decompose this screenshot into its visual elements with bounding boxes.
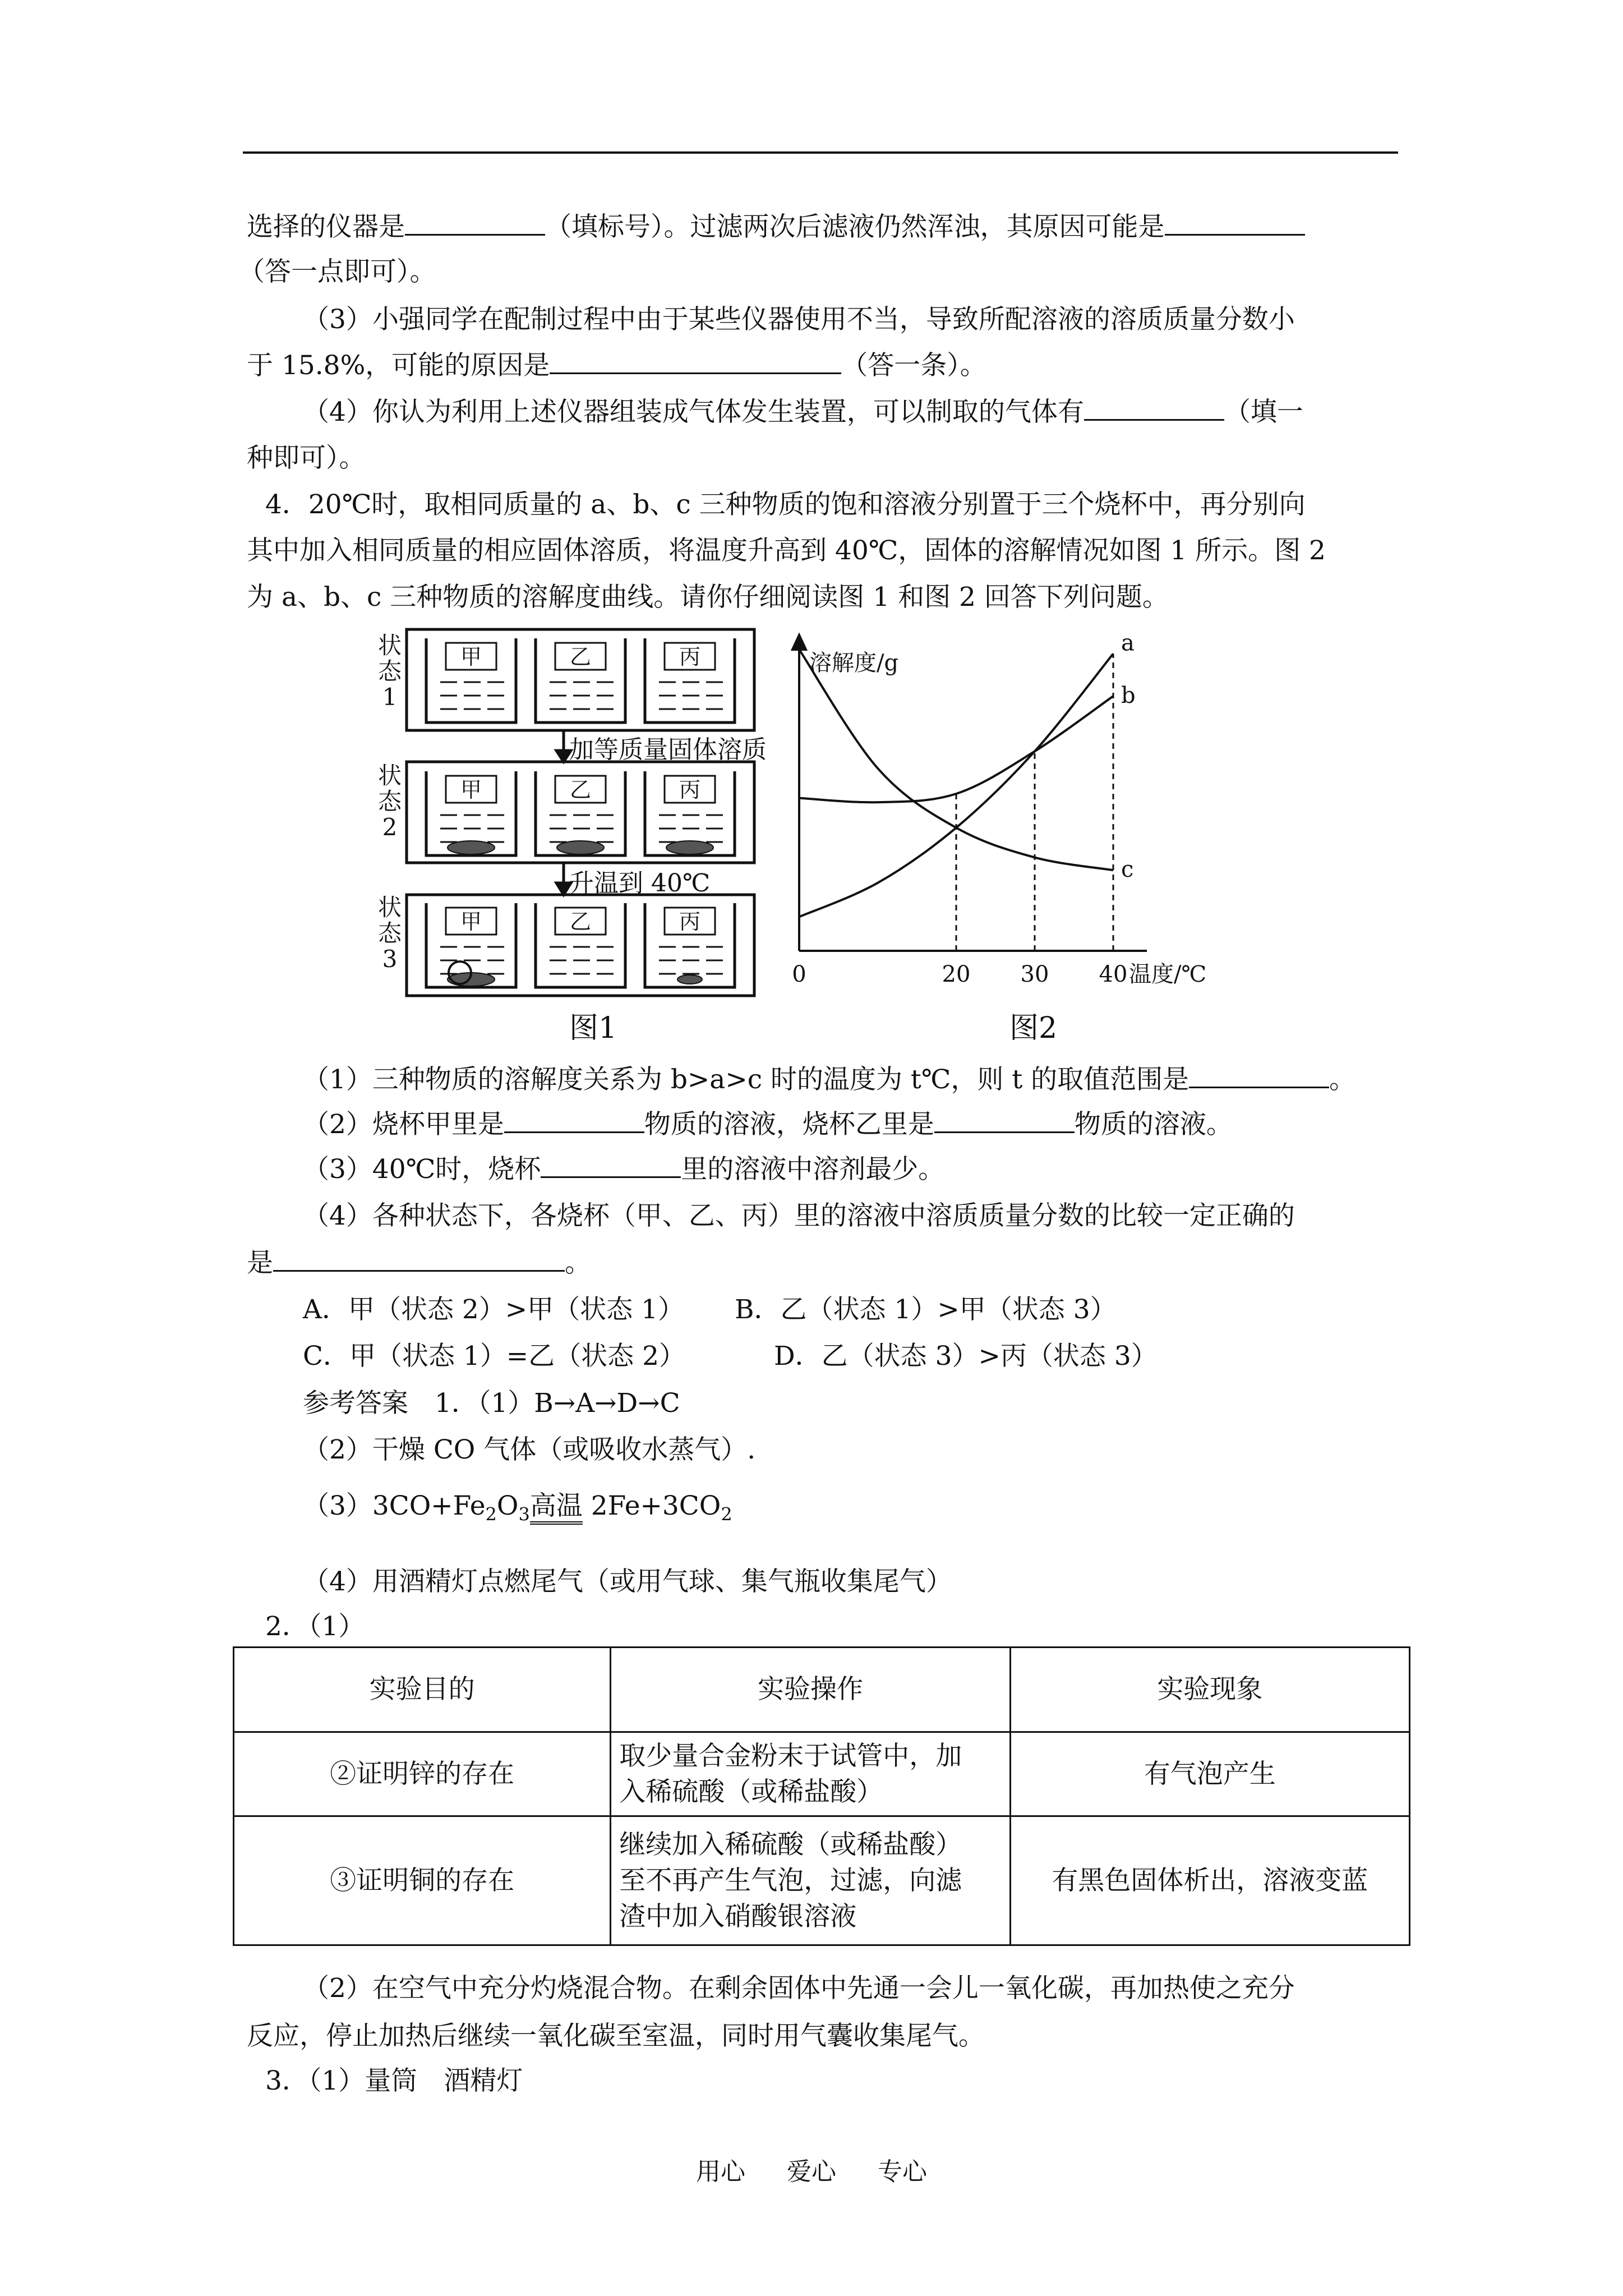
text-line: 是 。 [247, 1241, 591, 1286]
answer-blank [1189, 1057, 1329, 1088]
beaker-label: 甲 [460, 777, 482, 802]
beaker-label: 甲 [460, 645, 482, 669]
table-row [234, 1732, 1410, 1816]
answer-blank [541, 1147, 681, 1178]
text-line: （答一点即可）。 [238, 256, 436, 287]
answer-blank [1165, 205, 1305, 236]
text-line: （4）你认为利用上述仪器组装成气体发生装置，可以制取的气体有 （填一 [303, 390, 1303, 435]
answer-blank [1084, 390, 1224, 421]
state-label: 状 态 3 [377, 894, 402, 973]
series-label-b: b [1121, 682, 1136, 708]
option-d: D．乙（状态 3）>丙（状态 3） [774, 1341, 1158, 1372]
text-line: 选择的仪器是 （填标号）。过滤两次后滤液仍然浑浊，其原因可能是 [247, 205, 1305, 250]
state-label: 状 态 1 [377, 632, 402, 711]
text-line: 于 15.8%，可能的原因是 （答一条）。 [247, 343, 986, 388]
state-label: 状 态 2 [377, 762, 402, 841]
table-cell: 有黑色固体析出，溶液变蓝 [1010, 1816, 1409, 1945]
y-axis-arrow [792, 635, 806, 650]
text-line: 其中加入相同质量的相应固体溶质，将温度升高到 40℃，固体的溶解情况如图 1 所示。图 2 [247, 535, 1326, 566]
x-tick-label: 40 [1099, 961, 1128, 987]
option-b: B．乙（状态 1）>甲（状态 3） [735, 1294, 1117, 1325]
answer-blank [504, 1102, 644, 1133]
x-axis-label: 温度/℃ [1129, 961, 1207, 987]
option-a: A．甲（状态 2）>甲（状态 1） [303, 1294, 685, 1325]
table-cell: 继续加入稀硫酸（或稀盐酸） 至不再产生气泡，过滤，向滤 渣中加入硝酸银溶液 [611, 1816, 1010, 1945]
option-c: C．甲（状态 1）=乙（状态 2） [303, 1341, 686, 1372]
answer-blank [273, 1241, 565, 1272]
beaker-label: 乙 [569, 909, 592, 934]
answer-line: （4）用酒精灯点燃尾气（或用气球、集气瓶收集尾气） [303, 1566, 952, 1597]
table-header: 实验现象 [1010, 1648, 1409, 1732]
answer-line: $(3)3CO+Fe_2O_3$高温 $2Fe+3CO_2$ [303, 1490, 732, 1525]
page-footer: 用心 爱心 专心 [696, 2157, 927, 2186]
fig1-caption: 图1 [569, 1011, 617, 1045]
beaker-label: 丙 [679, 645, 701, 669]
solubility-chart [768, 623, 1207, 1004]
answer-line: 2．（1） [265, 1611, 365, 1642]
text-line: 4．20℃时，取相同质量的 a、b、c 三种物质的饱和溶液分别置于三个烧杯中，再分别向 [265, 489, 1306, 520]
table-cell: 有气泡产生 [1010, 1732, 1409, 1816]
table-header: 实验操作 [611, 1648, 1010, 1732]
answer-blank [405, 205, 545, 236]
answer-line: 反应，停止加热后继续一氧化碳至室温，同时用气囊收集尾气。 [247, 2021, 985, 2051]
fig2-caption: 图2 [1009, 1011, 1058, 1045]
beaker-label: 乙 [569, 645, 592, 669]
table-header: 实验目的 [234, 1648, 611, 1732]
arrow-label: 加等质量固体溶质 [569, 735, 767, 764]
answer-line: （2）在空气中充分灼烧混合物。在剩余固体中先通一会儿一氧化碳，再加热使之充分 [303, 1973, 1295, 2004]
header-rule [243, 151, 1398, 154]
y-axis-label: 溶解度/g [809, 650, 899, 676]
text-line: 种即可）。 [247, 443, 366, 473]
text-line: （4）各种状态下，各烧杯（甲、乙、丙）里的溶液中溶质质量分数的比较一定正确的 [303, 1200, 1295, 1231]
answer-blank [550, 343, 841, 374]
series-label-c: c [1121, 857, 1134, 883]
answer-line: 3．（1）量筒 酒精灯 [265, 2065, 523, 2096]
table-cell: ②证明锌的存在 [234, 1732, 611, 1816]
arrow-label: 升温到 40℃ [569, 869, 711, 898]
beaker-label: 丙 [679, 777, 701, 802]
text-line: （2）烧杯甲里是 物质的溶液，烧杯乙里是 物质的溶液。 [303, 1102, 1233, 1147]
text-line: （3）小强同学在配制过程中由于某些仪器使用不当，导致所配溶液的溶质质量分数小 [303, 304, 1295, 335]
x-tick-label: 30 [1020, 961, 1049, 987]
x-tick-label: 20 [942, 961, 971, 987]
answer-table [233, 1646, 1410, 1946]
text-line: （1）三种物质的溶解度关系为 b>a>c 时的温度为 t℃，则 t 的取值范围是 。 [303, 1057, 1355, 1102]
table-row [234, 1816, 1410, 1945]
answer-line: 参考答案 1．（1）B→A→D→C [303, 1388, 680, 1419]
answer-line: （2）干燥 CO 气体（或吸收水蒸气）. [303, 1434, 756, 1465]
table-header-row [234, 1648, 1410, 1732]
table-cell: 取少量合金粉末于试管中，加 入稀硫酸（或稀盐酸） [611, 1732, 1010, 1816]
beaker-label: 乙 [569, 777, 592, 802]
figure [376, 623, 1207, 1046]
beaker-label: 丙 [679, 909, 701, 934]
x-tick-label: 0 [792, 961, 806, 987]
series-label-a: a [1121, 630, 1135, 656]
text-line: （3）40℃时，烧杯 里的溶液中溶剂最少。 [303, 1147, 944, 1192]
beaker-label: 甲 [460, 909, 482, 934]
text-line: 为 a、b、c 三种物质的溶解度曲线。请你仔细阅读图 1 和图 2 回答下列问题。 [247, 582, 1169, 613]
table-cell: ③证明铜的存在 [234, 1816, 611, 1945]
answer-blank [934, 1102, 1075, 1133]
